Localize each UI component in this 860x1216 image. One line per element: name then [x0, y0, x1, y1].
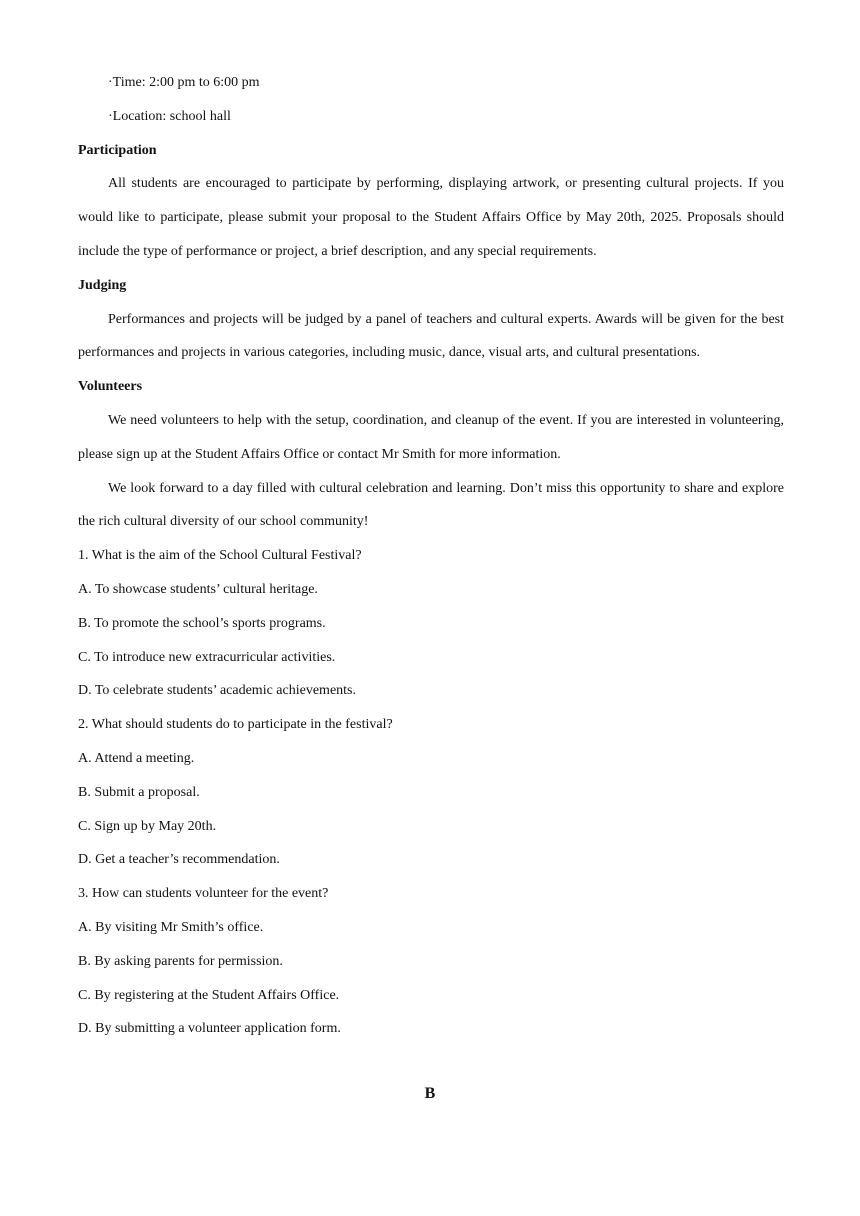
document-page: [78, 66, 784, 1046]
next-section-label: B: [424, 1085, 436, 1102]
judging-heading: Judging: [78, 277, 127, 293]
question-option: C. Sign up by May 20th.: [78, 818, 217, 834]
question-option: A. Attend a meeting.: [78, 750, 195, 766]
volunteers-heading: Volunteers: [78, 379, 143, 395]
question-stem: 2. What should students do to participate in the festival?: [78, 717, 393, 733]
participation-paragraph: All students are encouraged to participate by performing, displaying artwork, or presenting cultural projects. If you would like to participate, please submit your proposal to the Student Affairs Office by May 20th, 2025. Proposals should include the type of performance or project, a brief description, and any special requirements.: [78, 176, 784, 259]
question-option: C. By registering at the Student Affairs Office.: [78, 987, 340, 1003]
question-option: A. By visiting Mr Smith’s office.: [78, 919, 264, 935]
question-option: D. Get a teacher’s recommendation.: [78, 852, 280, 868]
question-stem: 1. What is the aim of the School Cultural Festival?: [78, 548, 362, 564]
judging-paragraph: Performances and projects will be judged by a panel of teachers and cultural experts. Awards will be given for the best performances and projects in various categories, including music, dance, visual arts, and cultural presentations.: [78, 311, 784, 361]
question-option: B. By asking parents for permission.: [78, 953, 283, 969]
closing-paragraph: We look forward to a day filled with cultural celebration and learning. Don’t miss this opportunity to share and explore the rich cultural diversity of our school community!: [78, 480, 784, 530]
question-option: A. To showcase students’ cultural heritage.: [78, 581, 318, 597]
question-2: [78, 708, 784, 877]
event-location: ·Location: school hall: [108, 108, 231, 124]
question-stem: 3. How can students volunteer for the event?: [78, 886, 329, 902]
participation-heading: Participation: [78, 142, 157, 158]
question-option: D. To celebrate students’ academic achievements.: [78, 683, 356, 699]
question-3: [78, 877, 784, 1046]
question-option: B. Submit a proposal.: [78, 784, 200, 800]
question-option: D. By submitting a volunteer application form.: [78, 1021, 341, 1037]
event-time: ·Time: 2:00 pm to 6:00 pm: [108, 75, 260, 90]
question-option: C. To introduce new extracurricular activities.: [78, 649, 336, 665]
question-option: B. To promote the school’s sports programs.: [78, 615, 326, 631]
question-1: [78, 539, 784, 708]
volunteers-paragraph: We need volunteers to help with the setup, coordination, and cleanup of the event. If you are interested in volunteering, please sign up at the Student Affairs Office or contact Mr Smith for more information.: [78, 412, 784, 462]
